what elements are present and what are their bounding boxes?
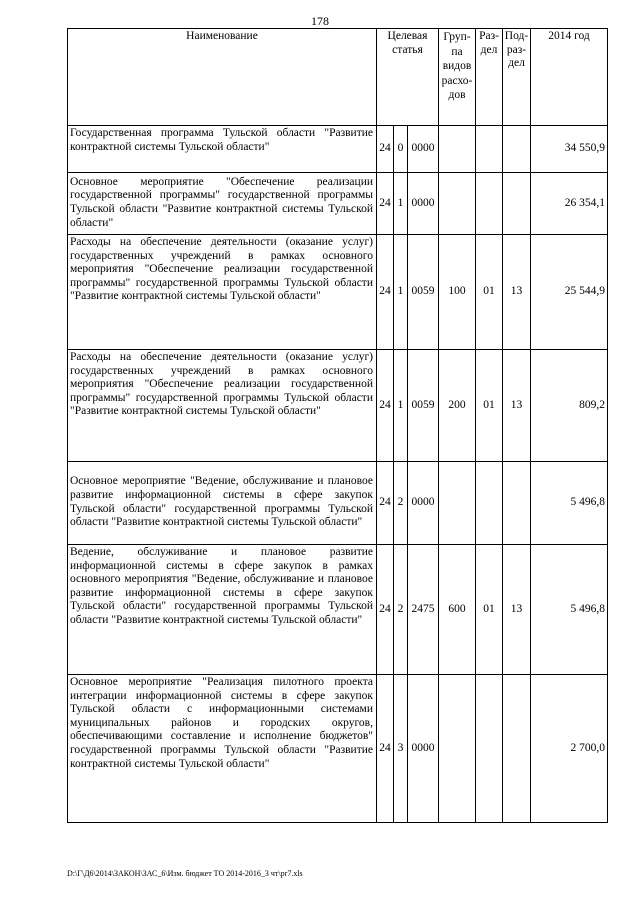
subsection-code [503, 462, 531, 545]
header-year: 2014 год [531, 29, 608, 126]
expense-group-code: 200 [439, 350, 476, 462]
row-name: Основное мероприятие "Ведение, обслуживание и плановое развитие информационной системы в сфере закупок Тульской области" государственной программы Тульской области "Развитие контрактной системы Тульской области" [68, 462, 377, 545]
article-code-2: 2 [394, 545, 408, 675]
article-code-1: 24 [377, 675, 394, 823]
article-code-1: 24 [377, 173, 394, 235]
table-row [68, 462, 608, 545]
section-code: 01 [476, 350, 503, 462]
subsection-code [503, 173, 531, 235]
expense-group-code [439, 126, 476, 173]
row-name: Основное мероприятие "Обеспечение реализации государственной программы" государственной программы Тульской области "Развитие контрактной системы Тульской области" [68, 173, 377, 235]
section-code [476, 675, 503, 823]
table-row [68, 126, 608, 173]
budget-table [67, 28, 608, 823]
amount-2014: 25 544,9 [531, 235, 608, 350]
expense-group-code: 100 [439, 235, 476, 350]
subsection-code: 13 [503, 235, 531, 350]
amount-2014: 5 496,8 [531, 462, 608, 545]
subsection-code: 13 [503, 545, 531, 675]
section-code [476, 462, 503, 545]
expense-group-code [439, 173, 476, 235]
amount-2014: 5 496,8 [531, 545, 608, 675]
subsection-code [503, 675, 531, 823]
header-target-article: Целевая статья [377, 29, 439, 126]
section-code [476, 126, 503, 173]
article-code-2: 0 [394, 126, 408, 173]
amount-2014: 26 354,1 [531, 173, 608, 235]
article-code-3: 0000 [408, 675, 439, 823]
row-name: Расходы на обеспечение деятельности (оказание услуг) государственных учреждений в рамках основного мероприятия "Обеспечение реализации государственной программы" государственной программы Тульской области "Развитие контрактной системы Тульской области" [68, 350, 377, 462]
article-code-3: 0000 [408, 462, 439, 545]
article-code-1: 24 [377, 350, 394, 462]
page-number: 178 [311, 14, 329, 28]
amount-2014: 34 550,9 [531, 126, 608, 173]
table-header-row [68, 29, 608, 126]
section-code: 01 [476, 545, 503, 675]
section-code [476, 173, 503, 235]
article-code-2: 3 [394, 675, 408, 823]
header-expense-group: Груп-па видов расхо-дов [439, 29, 476, 126]
table-row [68, 545, 608, 675]
amount-2014: 809,2 [531, 350, 608, 462]
row-name: Государственная программа Тульской области "Развитие контрактной системы Тульской области" [68, 126, 377, 173]
article-code-2: 2 [394, 462, 408, 545]
article-code-1: 24 [377, 545, 394, 675]
article-code-2: 1 [394, 235, 408, 350]
subsection-code: 13 [503, 350, 531, 462]
article-code-1: 24 [377, 126, 394, 173]
article-code-2: 1 [394, 173, 408, 235]
row-name: Расходы на обеспечение деятельности (оказание услуг) государственных учреждений в рамках основного мероприятия "Обеспечение реализации государственной программы" государственной программы Тульской области "Развитие контрактной системы Тульской области" [68, 235, 377, 350]
expense-group-code [439, 675, 476, 823]
table-row [68, 675, 608, 823]
header-name: Наименование [68, 29, 377, 126]
table-row [68, 350, 608, 462]
table-row [68, 235, 608, 350]
section-code: 01 [476, 235, 503, 350]
subsection-code [503, 126, 531, 173]
article-code-3: 0059 [408, 235, 439, 350]
article-code-3: 2475 [408, 545, 439, 675]
table-row [68, 173, 608, 235]
expense-group-code [439, 462, 476, 545]
article-code-3: 0059 [408, 350, 439, 462]
amount-2014: 2 700,0 [531, 675, 608, 823]
article-code-3: 0000 [408, 173, 439, 235]
article-code-1: 24 [377, 235, 394, 350]
header-section: Раз-дел [476, 29, 503, 126]
expense-group-code: 600 [439, 545, 476, 675]
article-code-1: 24 [377, 462, 394, 545]
header-subsection: Под-раз-дел [503, 29, 531, 126]
file-path-footer: D:\Г\Д6\2014\ЗАКОН\ЗАС_6\Изм. бюджет ТО 2014-2016_3 чт\pr7.xls [67, 869, 303, 878]
row-name: Основное мероприятие "Реализация пилотного проекта интеграции информационной системы в сфере закупок Тульской области с информационными системами муниципальных районов и городских округов, обеспечивающими составление и исполнение бюджетов" государственной программы Тульской области "Развитие контрактной системы Тульской области" [68, 675, 377, 823]
article-code-2: 1 [394, 350, 408, 462]
article-code-3: 0000 [408, 126, 439, 173]
row-name: Ведение, обслуживание и плановое развитие информационной системы в сфере закупок в рамках основного мероприятия "Ведение, обслуживание и плановое развитие информационной системы в сфере закупок Тульской области" государственной программы Тульской области "Развитие контрактной системы Тульской области" [68, 545, 377, 675]
